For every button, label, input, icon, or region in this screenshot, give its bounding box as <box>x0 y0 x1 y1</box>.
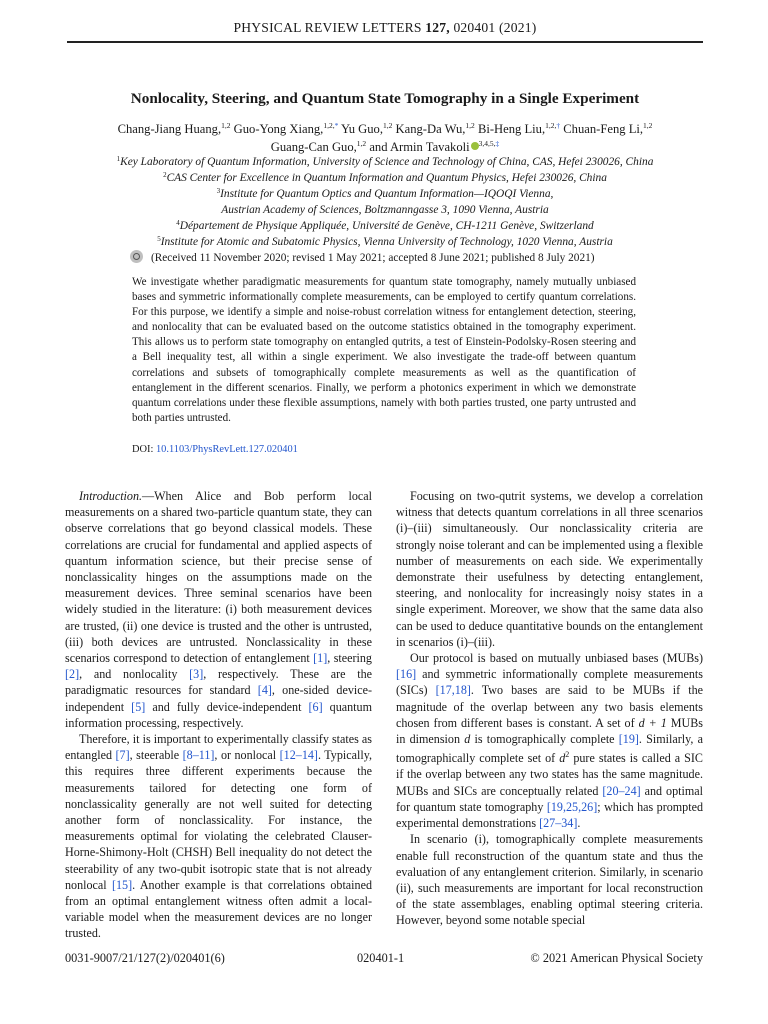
corresponding-author-link[interactable]: * <box>334 121 339 130</box>
affiliation-list <box>67 154 703 250</box>
citation-link[interactable]: [4] <box>257 683 272 698</box>
affiliation-number: 3 <box>216 187 221 195</box>
journal-pages: 020401 (2021) <box>453 20 537 35</box>
corresponding-author-link[interactable]: ‡ <box>495 139 500 148</box>
affiliation: $^3$Institute for Quantum Optics and Quantum Information—IQOQI Vienna, <box>216 187 554 200</box>
author-affiliation-marker: 1,2 <box>465 121 475 130</box>
math-inline: d <box>559 751 566 766</box>
header-rule <box>67 41 703 43</box>
citation-link[interactable]: [15] <box>111 877 133 892</box>
author-name: Kang-Da Wu,$^{1,2}$ <box>395 121 475 136</box>
math-inline: d <box>464 732 471 747</box>
affiliation: $^4$Département de Physique Appliquée, Université de Genève, CH-1211 Genève, Switzerland <box>176 219 594 232</box>
affiliation-number: 2 <box>163 171 167 179</box>
affiliation: Austrian Academy of Sciences, Boltzmanngasse 3, 1090 Vienna, Austria <box>221 204 549 216</box>
affiliation-number: 4 <box>176 219 180 227</box>
author-name: Chang-Jiang Huang,$^{1,2}$ <box>117 121 231 136</box>
citation-link[interactable]: [3] <box>189 667 204 682</box>
body-paragraph: Our protocol is based on mutually unbiased bases (MUBs) [16] and symmetric informationally complete measurements (SICs) [17,18]. Two bases are said to be MUBs if the magnitude of the overlap between any two basis elements chosen from different bases is constant. A set of d + 1 MUBs in dimension d is tomographically complete [19]. Similarly, a tomographically complete set of $d^2$ pure states is called a SIC if the overlap between any two states has the same magnitude. MUBs and SICs are conceptually related [20–24] and optimal for quantum state tomography [19,25,26]; which has prompted experimental demonstrations [27–34]. <box>396 651 704 831</box>
received-dates <box>130 250 640 264</box>
body-column-right <box>396 488 703 929</box>
footer-copyright: © 2021 American Physical Society <box>530 951 703 965</box>
citation-link[interactable]: [19,25,26] <box>546 799 598 814</box>
corresponding-author-link[interactable]: † <box>556 121 561 130</box>
author-name: Yu Guo,$^{1,2}$ <box>341 121 393 136</box>
author-list <box>75 120 695 156</box>
author-line-1 <box>75 120 695 138</box>
author-name: Chuan-Feng Li,$^{1,2}$ <box>563 121 653 136</box>
body-paragraph: In scenario (i), tomographically complete measurements enable full reconstruction of the quantum state and thus the evaluation of any entanglement criterion. Similarly, in scenario (ii), such measurements are important for local reconstruction of the state assemblages, enabling optimal steering criteria. However, beyond some notable special <box>396 832 703 928</box>
received-text: (Received 11 November 2020; revised 1 May 2021; accepted 8 June 2021; published 8 July 2021) <box>151 252 595 264</box>
footer-issn: 0031-9007/21/127(2)/020401(6) <box>65 951 225 965</box>
citation-link[interactable]: [19] <box>618 732 639 747</box>
citation-link[interactable]: [5] <box>131 699 146 714</box>
doi-link[interactable]: 10.1103/PhysRevLett.127.020401 <box>155 444 298 455</box>
doi-label: DOI: <box>132 444 154 455</box>
math-superscript: 2 <box>565 750 570 760</box>
citation-link[interactable]: [7] <box>115 748 130 763</box>
author-affiliation-marker: 1,2,* <box>323 121 339 130</box>
author-affiliation-marker: 1,2,† <box>545 121 561 130</box>
author-name: Guang-Can Guo,$^{1,2}$ <box>270 139 367 154</box>
body-column-left <box>65 488 372 942</box>
author-name: and Armin Tavakoli $^{3,4,5,\ddagger}$ <box>369 139 500 154</box>
citation-link[interactable]: [20–24] <box>602 783 641 798</box>
affiliation: $^2$CAS Center for Excellence in Quantum Information and Quantum Physics, Hefei 230026, China <box>163 171 607 184</box>
body-paragraph: Focusing on two-qutrit systems, we develop a correlation witness that detects quantum correlations in all three scenarios (i)–(iii) simultaneously. Our nonclassicality criteria are strongly noise tolerant and can be implemented using a flexible number of measurements on each side. We experimentally demonstrate their usefulness by detecting entanglement, steering, and nonlocality for increasingly noisy states in a single experiment. Moreover, we show that the same data also can be used to deduce quantitative bounds on the entanglement in scenarios (i)–(iii). <box>396 489 703 649</box>
running-header <box>67 20 703 36</box>
affiliation-number: 5 <box>157 235 161 243</box>
citation-link[interactable]: [1] <box>313 651 328 666</box>
intro-heading: Introduction. <box>79 489 143 503</box>
math-inline: d + 1 <box>638 715 667 730</box>
paper-title: Nonlocality, Steering, and Quantum State Tomography in a Single Experiment <box>130 90 640 107</box>
body-paragraph: Therefore, it is important to experimentally classify states as entangled [7], steerable [8–11], or nonlocal [12–14]. Typically, this requires three different experiments because the measurements tailored for detecting one form of nonclassicality generally are not well suited for detecting another form of nonclassicality. For instance, the measurements optimal for violating the celebrated Clauser-Horne-Shimony-Holt (CHSH) Bell inequality do not detect the steerability of any two-qubit isotropic state that is not already nonlocal [15]. Another example is that correlations obtained from an optimal entanglement witness often admit a local-variable model when the measurement devices are no longer trusted. <box>65 732 372 941</box>
author-affiliation-marker: 1,2 <box>382 121 393 130</box>
author-affiliation-marker: 1,2 <box>356 139 367 148</box>
journal-name: PHYSICAL REVIEW LETTERS <box>233 20 422 35</box>
intro-paragraph: Introduction.—When Alice and Bob perform local measurements on a shared two-particle quantum state, they can observe correlations that go beyond classical models. These correlations are crucial for fundamental and applied aspects of quantum information science, but their precise sense of nonclassicality hinges on the assumptions made on the measurement devices. Three seminal scenarios have been widely studied in the literature: (i) both measurement devices are trusted, (ii) one device is trusted and the other is untrusted, (iii) both devices are untrusted. Nonclassicality in these scenarios correspond to detection of entanglement [1], steering [2], and nonlocality [3], respectively. These are the paradigmatic resources for standard [4], one-sided device-independent [5] and fully device-independent [6] quantum information processing, respectively. <box>65 489 373 730</box>
author-affiliation-marker: 1,2 <box>643 121 653 130</box>
citation-link[interactable]: [6] <box>308 699 323 714</box>
citation-link[interactable]: [27–34] <box>539 816 578 831</box>
author-affiliation-marker: 1,2 <box>221 121 231 130</box>
abstract: We investigate whether paradigmatic measurements for quantum state tomography, namely mutually unbiased bases and symmetric informationally complete measurements, can be employed to certify quantum correlations. For this purpose, we identify a simple and noise-robust correlation witness for entanglement detection, steering, and nonlocality that can be evaluated based on the outcome statistics obtained in the tomography experiment. This allows us to perform state tomography on entangled qutrits, a test of Einstein-Podolsky-Rosen steering and a Bell inequality test, all within a single experiment. We also investigate the trade-off between quantum correlations and subsets of tomographically complete measurements as well as the quantification of entanglement in the different scenarios. Finally, we perform a photonics experiment in which we demonstrate quantum correlations under these flexible assumptions, namely with both parties trusted, one party untrusted and both parties untrusted. <box>132 276 636 424</box>
citation-link[interactable]: [16] <box>396 667 417 682</box>
citation-link[interactable]: [17,18] <box>435 683 471 698</box>
author-affiliation-marker: 3,4,5,‡ <box>478 139 500 148</box>
citation-link[interactable]: [2] <box>65 667 80 682</box>
doi-line <box>132 444 298 455</box>
journal-volume: 127, <box>425 20 450 35</box>
author-name: Bi-Heng Liu,$^{1,2,\dagger}$ <box>477 121 561 136</box>
affiliation-number: 1 <box>116 155 121 163</box>
footer-page-number: 020401-1 <box>357 951 405 965</box>
citation-link[interactable]: [8–11] <box>182 748 215 763</box>
affiliation: $^5$Institute for Atomic and Subatomic Physics, Vienna University of Technology, 1020 Vienna, Austria <box>157 235 613 248</box>
affiliation: $^1$Key Laboratory of Quantum Information, University of Science and Technology of China, CAS, Hefei 230026, China <box>116 155 654 168</box>
orcid-icon[interactable] <box>471 142 479 150</box>
crossmark-icon[interactable] <box>130 250 143 263</box>
citation-link[interactable]: [12–14] <box>279 748 318 763</box>
author-name: Guo-Yong Xiang,$^{1,2,*}$ <box>233 121 339 136</box>
